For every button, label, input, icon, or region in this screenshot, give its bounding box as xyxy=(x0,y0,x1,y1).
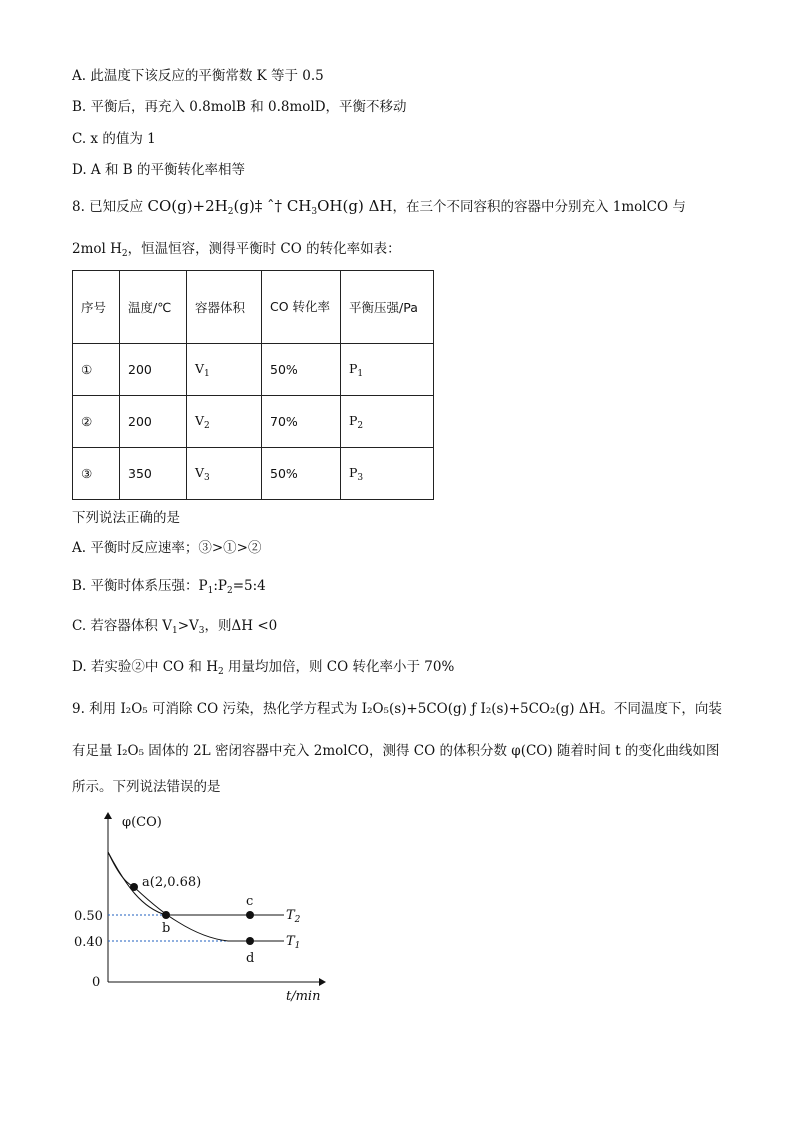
q8-stem-line2: 2mol $H_2$，恒温恒容，测得平衡时 CO 的转化率如表： xyxy=(72,241,401,259)
cell-index: ② xyxy=(73,396,120,448)
header-conversion: CO 转化率 xyxy=(262,271,341,344)
q9-graph xyxy=(70,808,340,1008)
q7-option-c: C. x 的值为 1 xyxy=(72,131,156,147)
cell-volume: $V_3$ xyxy=(187,448,262,500)
table-row xyxy=(73,448,434,500)
cell-temperature: 200 xyxy=(120,396,187,448)
cell-pressure: $P_3$ xyxy=(341,448,434,500)
y-axis-label: φ(CO) xyxy=(122,815,162,830)
q8-stem-line1 xyxy=(72,197,686,221)
header-index: 序号 xyxy=(73,271,120,344)
cell-conversion: 50% xyxy=(262,448,341,500)
cell-volume: $V_2$ xyxy=(187,396,262,448)
q8-option-c: C. 若容器体积 $V_1>V_3$，则ΔH <0 xyxy=(72,618,278,636)
q9-stem-line3: 所示。下列说法错误的是 xyxy=(72,779,221,795)
cell-index: ③ xyxy=(73,448,120,500)
cell-conversion: 70% xyxy=(262,396,341,448)
q8-stem-text: ，在三个不同容积的容器中分别充入 1molCO 与 xyxy=(392,199,686,215)
point-c xyxy=(246,911,254,919)
q8-prompt: 下列说法正确的是 xyxy=(72,510,180,526)
q7-option-d: D. A 和 B 的平衡转化率相等 xyxy=(72,162,245,178)
series-t2-label: $T_2$ xyxy=(286,908,301,925)
point-c-label: c xyxy=(246,894,254,909)
point-a xyxy=(130,883,138,891)
cell-pressure: $P_2$ xyxy=(341,396,434,448)
series-t1-curve xyxy=(108,852,284,941)
q8-option-a: A. 平衡时反应速率；③>①>② xyxy=(72,540,262,556)
cell-pressure: $P_1$ xyxy=(341,344,434,396)
table-row xyxy=(73,344,434,396)
cell-conversion: 50% xyxy=(262,344,341,396)
cell-index: ① xyxy=(73,344,120,396)
point-a-label: a(2,0.68) xyxy=(142,875,202,890)
point-d xyxy=(246,937,254,945)
q7-option-b: B. 平衡后，再充入 0.8molB 和 0.8molD，平衡不移动 xyxy=(72,99,407,115)
q8-option-d: D. 若实验②中 CO 和 $H_2$ 用量均加倍，则 CO 转化率小于 70% xyxy=(72,659,455,677)
y-tick-label: 0.50 xyxy=(74,909,103,924)
q8-reaction: $CO(g)+2H_2(g)\ddagger$ ˆ† $CH_3OH(g)$ ΔH xyxy=(147,197,393,217)
table-header-row xyxy=(73,271,434,344)
q7-option-a: A. 此温度下该反应的平衡常数 K 等于 0.5 xyxy=(72,68,324,84)
cell-temperature: 350 xyxy=(120,448,187,500)
table-row xyxy=(73,396,434,448)
q8-number: 8. 已知反应 xyxy=(72,199,144,215)
point-b-label: b xyxy=(162,921,171,936)
cell-temperature: 200 xyxy=(120,344,187,396)
header-pressure: 平衡压强/Pa xyxy=(341,271,434,344)
header-volume: 容器体积 xyxy=(187,271,262,344)
q8-data-table xyxy=(72,270,434,500)
x-axis-label: t/min xyxy=(286,989,321,1004)
q9-stem-line1: 9. 利用 I₂O₅ 可消除 CO 污染，热化学方程式为 I₂O₅(s)+5CO(g) ƒ I₂(s)+5CO₂(g) ΔH。不同温度下，向装 xyxy=(72,701,722,717)
point-d-label: d xyxy=(246,951,255,966)
cell-volume: $V_1$ xyxy=(187,344,262,396)
y-tick-label: 0 xyxy=(92,975,101,990)
series-t1-label: $T_1$ xyxy=(286,934,301,951)
q8-option-b: B. 平衡时体系压强：$P_1:P_2=5:4$ xyxy=(72,578,266,596)
q9-stem-line2: 有足量 I₂O₅ 固体的 2L 密闭容器中充入 2molCO，测得 CO 的体积分数 φ(CO) 随着时间 t 的变化曲线如图 xyxy=(72,743,720,759)
header-temperature: 温度/℃ xyxy=(120,271,187,344)
y-tick-label: 0.40 xyxy=(74,935,103,950)
point-b xyxy=(162,911,170,919)
